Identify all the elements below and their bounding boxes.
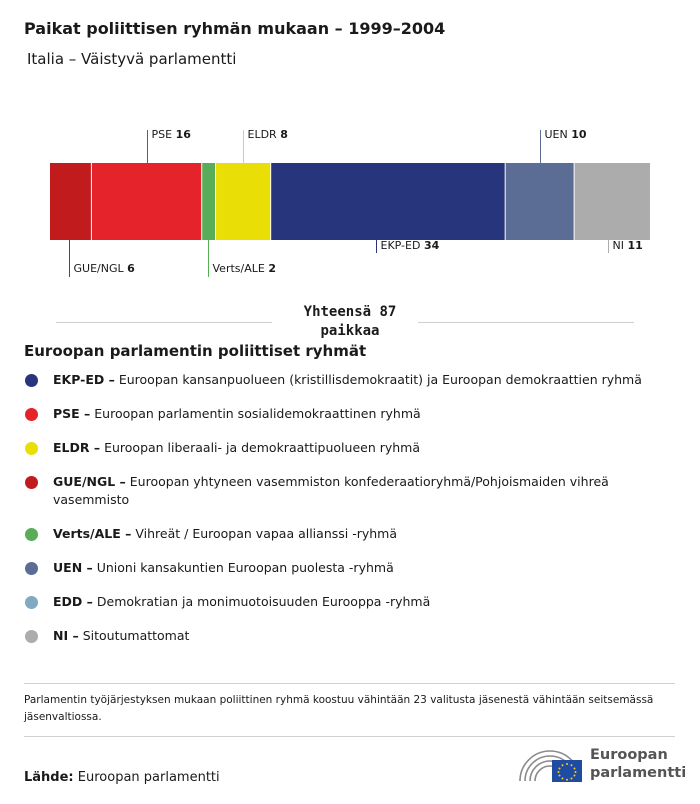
legend-dot-icon [25,476,38,489]
logo-line-1: Euroopan [590,747,668,763]
legend-item-pse [24,405,644,423]
data-label-verts-ale: Verts/ALE 2 [212,262,276,275]
data-label-pse: PSE 16 [151,128,191,141]
legend-description: Unioni kansakuntien Euroopan puolesta -ryhmä [92,560,394,575]
legend-abbr: UEN – [53,560,93,575]
hemicycle-flag-icon [518,745,584,787]
legend-description: Euroopan kansanpuolueen (kristillisdemokraatit) ja Euroopan demokraattien ryhmä [114,372,642,387]
legend-abbr: PSE – [53,406,91,421]
legend-description: Euroopan yhtyneen vasemmiston konfederaatioryhmä/Pohjoismaiden vihreä vasemmisto [53,474,609,507]
footnote-divider-top [24,683,675,684]
legend-item-uen [24,559,644,577]
data-label-uen: UEN 10 [544,128,587,141]
legend-dot-icon [25,630,38,643]
legend-dot-icon [25,408,38,421]
legend-dot-icon [25,562,38,575]
bar-segment-eldr [216,163,271,240]
data-label-eldr: ELDR 8 [247,128,288,141]
source-label: Lähde: [24,770,74,785]
bar-segment-pse [91,163,201,240]
total-divider-right [418,322,634,323]
legend-description: Vihreät / Euroopan vapaa allianssi -ryhmä [131,526,398,541]
bar-segment-gue-ngl [50,163,91,240]
bar-segment-uen [505,163,574,240]
data-label-ekp-ed: EKP-ED 34 [380,239,440,252]
legend-abbr: Verts/ALE – [53,526,132,541]
legend-description: Euroopan parlamentin sosialidemokraattinen ryhmä [90,406,421,421]
european-parliament-logo [518,745,688,789]
chart-title: Paikat poliittisen ryhmän mukaan – 1999–2004 [24,19,446,38]
total-seats-label: Yhteensä 87 paikkaa [303,304,397,339]
legend-description: Sitoutumattomat [78,628,190,643]
logo-line-2: parlamentti [590,765,687,781]
legend-abbr: NI – [53,628,79,643]
legend-item-edd [24,593,644,611]
legend-item-ekp-ed [24,371,644,389]
legend-abbr: GUE/NGL – [53,474,126,489]
bar-segment-verts-ale [202,163,216,240]
total-divider-left [56,322,272,323]
legend-dot-icon [25,596,38,609]
footnote: Parlamentin työjärjestyksen mukaan poliittinen ryhmä koostuu vähintään 23 valitusta jäsenestä vähintään seitsemässä jäsenvaltiossa. [24,694,654,723]
legend-heading: Euroopan parlamentin poliittiset ryhmät [24,342,367,360]
bar-segment-ni [574,163,650,240]
legend-abbr: EKP-ED – [53,372,115,387]
legend-item-eldr [24,439,644,457]
legend-abbr: EDD – [53,594,93,609]
data-label-ni: NI 11 [612,239,643,252]
legend-description: Demokratian ja monimuotoisuuden Eurooppa -ryhmä [92,594,431,609]
legend-item-ni [24,627,644,645]
source-value: Euroopan parlamentti [77,770,220,785]
legend-dot-icon [25,374,38,387]
legend-dot-icon [25,442,38,455]
source [24,770,220,785]
data-label-gue-ngl: GUE/NGL 6 [73,262,135,275]
stacked-seat-bar-chart [0,120,700,300]
legend-dot-icon [25,528,38,541]
chart-subtitle: Italia – Väistyvä parlamentti [27,50,237,68]
legend-item-gue-ngl [24,473,644,509]
footnote-divider-bottom [24,736,675,737]
bar-segment-ekp-ed [271,163,505,240]
logo-wordmark [590,746,686,782]
legend-item-verts-ale [24,525,644,543]
legend-description: Euroopan liberaali- ja demokraattipuolueen ryhmä [100,440,421,455]
legend-abbr: ELDR – [53,440,101,455]
